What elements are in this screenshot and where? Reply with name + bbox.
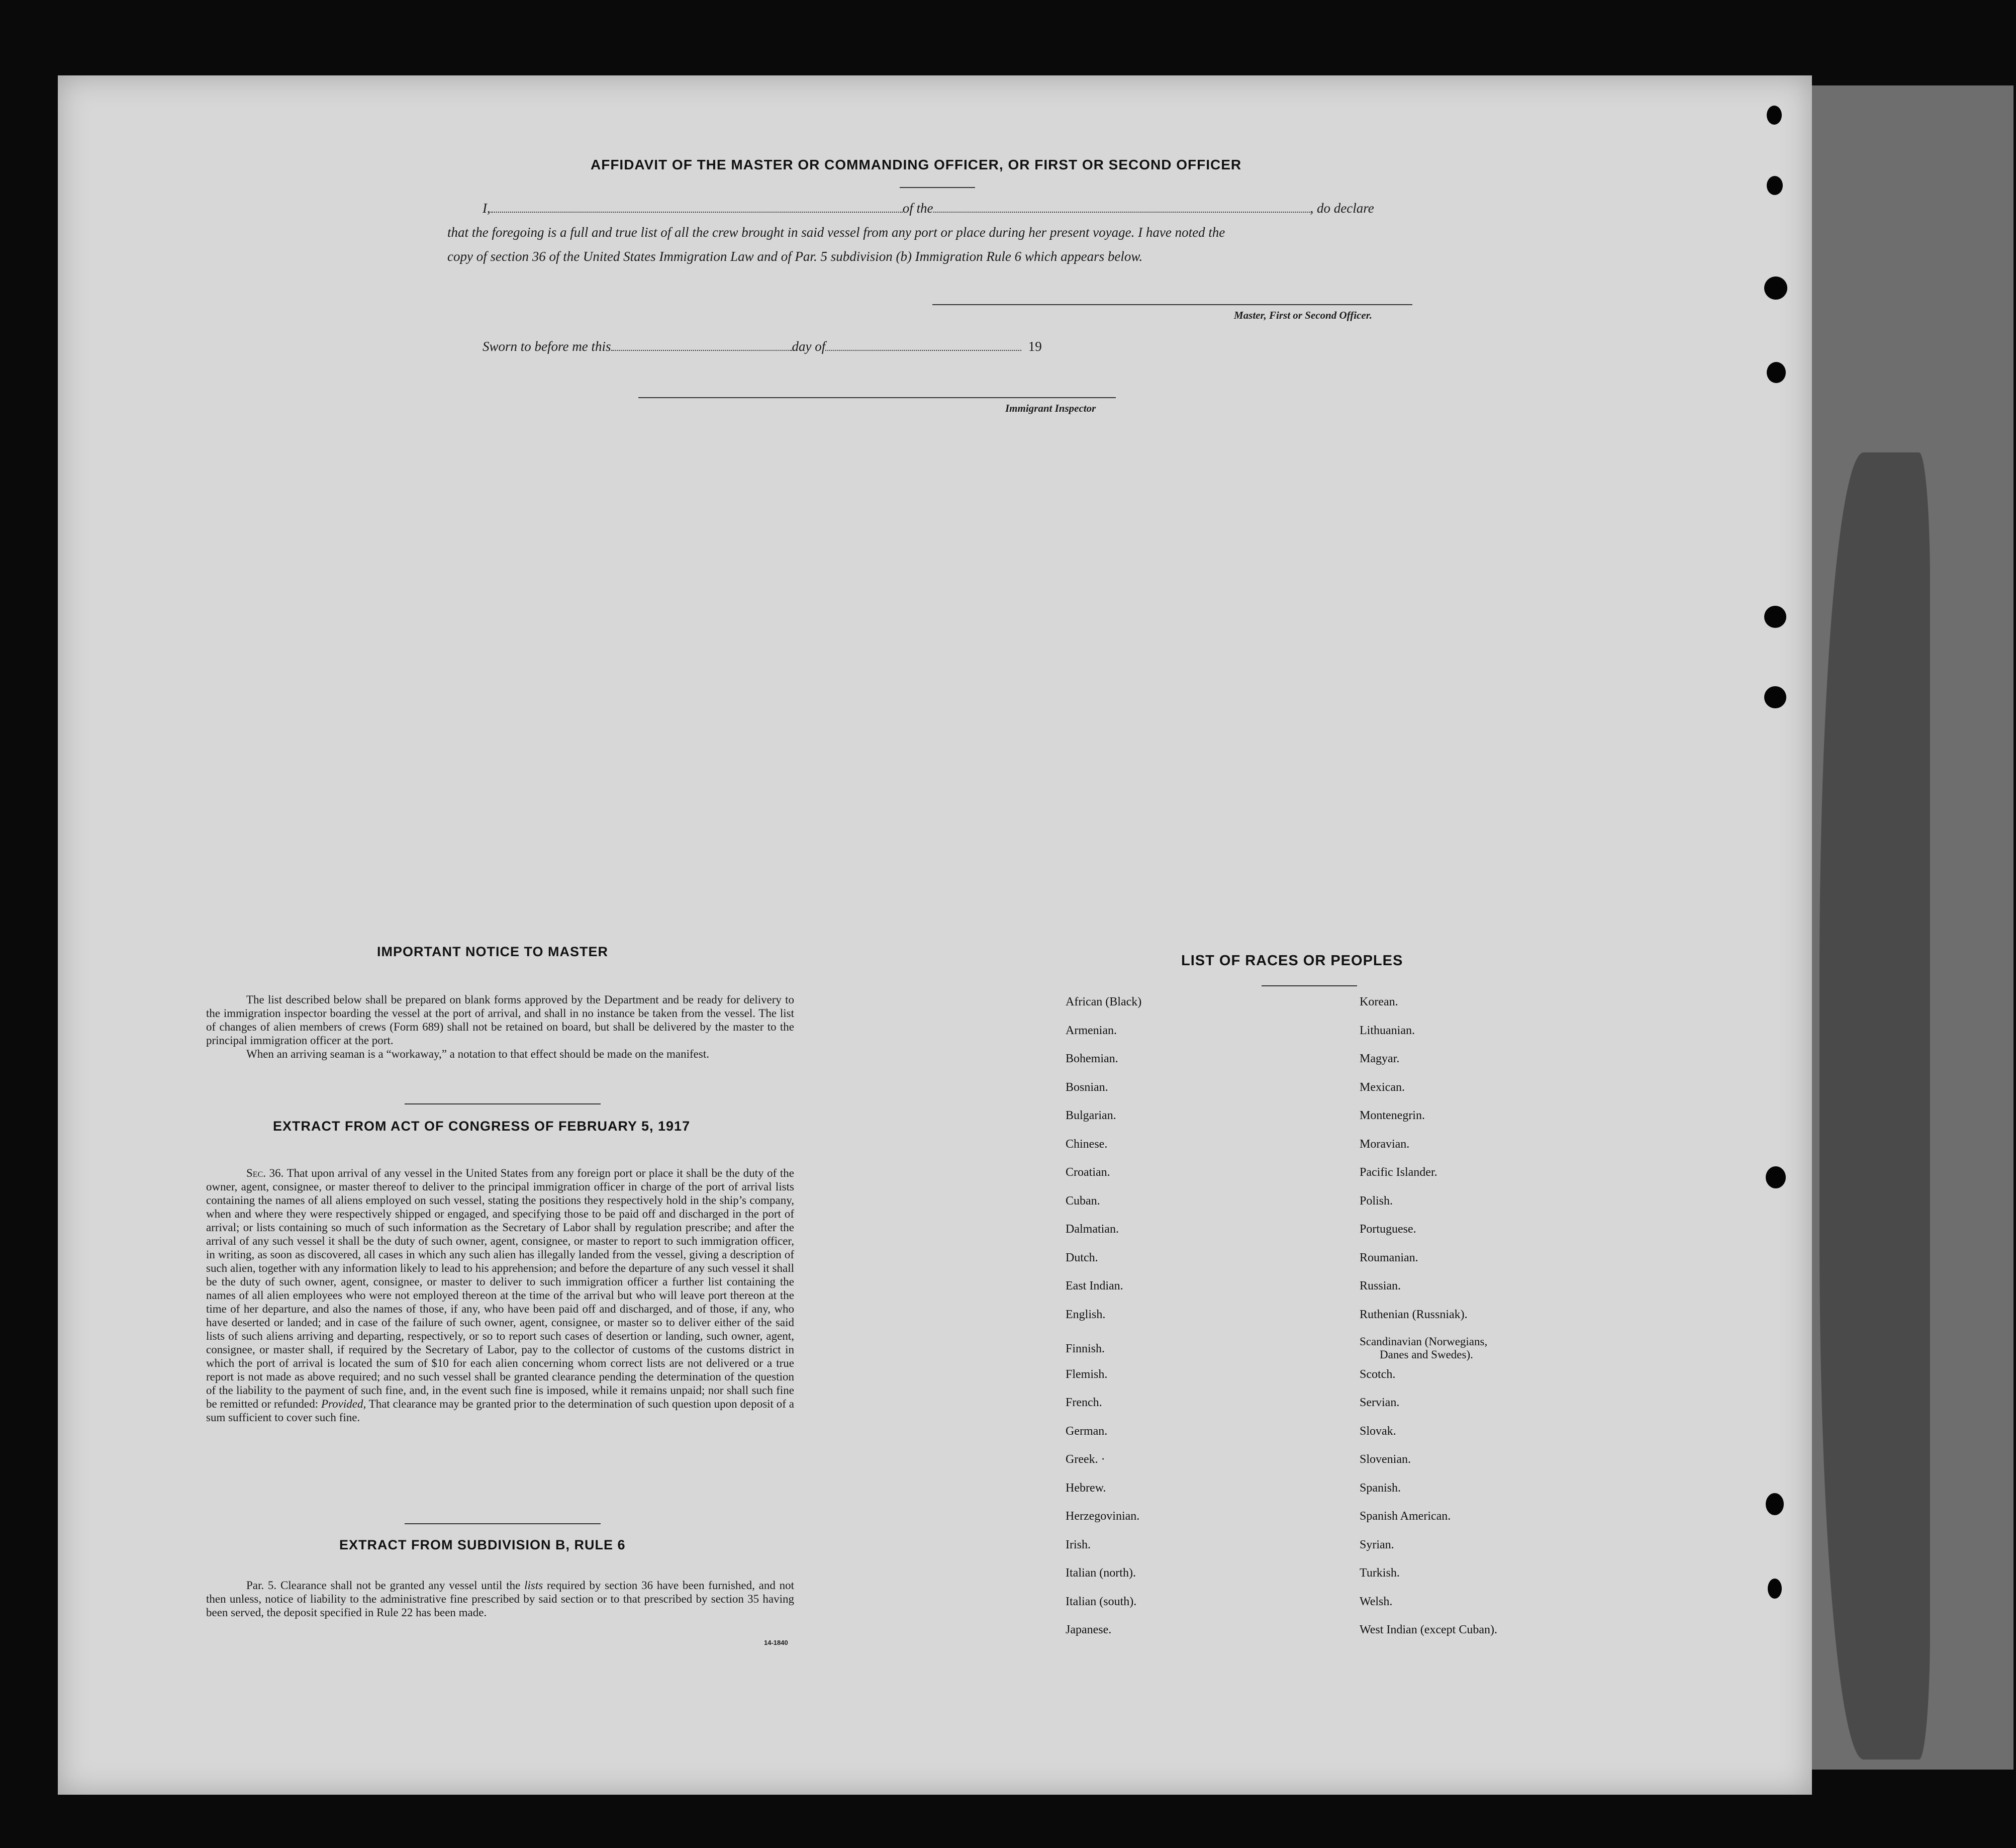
notice-paragraph-1: The list described below shall be prepared on blank forms approved by the Department and be ready for delivery to the immigration inspector boarding the vessel at the port of arrival, and shall in no instance be taken from the vessel. The list of changes of alien members of crews (Form 689) shall not be retained on board, but shall be delivered by the master to the principal immigration officer at the port. [206,993,794,1047]
race-item: Turkish. [1360,1566,1400,1580]
notice-title: IMPORTANT NOTICE TO MASTER [377,944,608,959]
vessel-name-blank[interactable] [933,212,1310,213]
race-item: Japanese. [1066,1623,1112,1636]
lists-word: lists [524,1579,543,1592]
race-item: German. [1066,1424,1108,1438]
race-item: Danes and Swedes). [1380,1348,1473,1361]
race-item: Armenian. [1066,1024,1117,1037]
inspector-signature-caption: Immigrant Inspector [1005,402,1096,414]
race-item: East Indian. [1066,1279,1123,1292]
race-item: Montenegrin. [1360,1109,1425,1122]
race-item: Syrian. [1360,1538,1394,1551]
notice-body [206,993,794,1061]
race-item: Spanish American. [1360,1510,1451,1523]
race-item: Moravian. [1360,1137,1410,1151]
provided-word: Provided, [321,1398,366,1410]
race-item: Greek. · [1066,1453,1105,1466]
race-item: Herzegovinian. [1066,1510,1140,1523]
binder-hole-icon [1768,1579,1782,1599]
race-item: Flemish. [1066,1367,1108,1381]
race-item: Italian (north). [1066,1566,1136,1580]
underlying-page-shadow [1819,452,1930,1760]
divider [900,187,975,188]
form-number: 14-1840 [764,1639,788,1646]
rule-extract-body [206,1579,794,1619]
affidavit-declare-label: , do declare [1310,201,1374,216]
officer-signature-line[interactable] [932,304,1412,305]
race-item: Croatian. [1066,1166,1110,1179]
race-item: Korean. [1360,995,1398,1008]
inspector-signature-line[interactable] [638,397,1116,398]
divider [405,1103,601,1104]
divider [1262,985,1357,986]
binder-hole-icon [1767,106,1782,125]
notice-paragraph-2: When an arriving seaman is a “workaway,” a notation to that effect should be made on the manifest. [246,1048,709,1060]
binder-hole-icon [1767,176,1783,195]
binder-hole-icon [1764,276,1787,300]
day-of-label: day of [792,339,826,354]
race-item: English. [1066,1308,1106,1321]
race-item: Chinese. [1066,1137,1108,1151]
race-item: Polish. [1360,1194,1393,1208]
affidavit-declaration-line [483,196,1488,220]
section-36-tail: That clearance may be granted prior to the determination of such question upon deposit of a sum sufficient to cover such fine. [206,1398,794,1424]
race-item: Pacific Islander. [1360,1166,1437,1179]
section-label: Sec. 36. [246,1167,284,1179]
race-item: Dutch. [1066,1251,1098,1264]
affidavit-of-the-label: of the [902,201,933,216]
divider [405,1523,601,1524]
race-item: Magyar. [1360,1052,1400,1065]
race-item: Russian. [1360,1279,1401,1292]
officer-signature-caption: Master, First or Second Officer. [1234,309,1372,321]
race-item: African (Black) [1066,995,1142,1008]
race-item: Scotch. [1360,1367,1396,1381]
race-item: Mexican. [1360,1080,1405,1094]
affidavit-i-label: I, [483,201,491,216]
affidavit-title: AFFIDAVIT OF THE MASTER OR COMMANDING OFFICER, OR FIRST OR SECOND OFFICER [591,157,1242,172]
act-extract-title: EXTRACT FROM ACT OF CONGRESS OF FEBRUARY 5, 1917 [273,1119,691,1134]
sworn-line [483,334,1042,358]
race-item: Cuban. [1066,1194,1100,1208]
race-item: Hebrew. [1066,1481,1106,1495]
binder-hole-icon [1766,1166,1786,1188]
race-item: Slovenian. [1360,1453,1411,1466]
affidavit-line-2: that the foregoing is a full and true list of all the crew brought in said vessel from any port or place during her present voyage. I have noted the [447,225,1225,240]
binder-hole-icon [1767,362,1786,383]
affidavit-line-3: copy of section 36 of the United States Immigration Law and of Par. 5 subdivision (b) Immigration Rule 6 which appears below. [447,249,1143,264]
race-item: Bulgarian. [1066,1109,1116,1122]
document-page [58,75,1812,1795]
race-item: Welsh. [1360,1595,1393,1608]
rule-text-b: required by section 36 have been furnished, and not then unless, notice of liability to the administrative fine prescribed by said section or to that prescribed by section 35 having been served, the deposit specified in Rule 22 has been made. [206,1579,795,1619]
sworn-label: Sworn to before me this [483,339,611,354]
race-item: Dalmatian. [1066,1223,1119,1236]
race-item: Scandinavian (Norwegians, [1360,1335,1488,1348]
race-item: Portuguese. [1360,1223,1416,1236]
race-item: Slovak. [1360,1424,1396,1438]
binder-hole-icon [1766,1493,1784,1515]
race-item: Ruthenian (Russniak). [1360,1308,1468,1321]
race-item: Lithuanian. [1360,1024,1415,1037]
race-item: Spanish. [1360,1481,1401,1495]
section-36-text: That upon arrival of any vessel in the United States from any foreign port or place it shall be the duty of the owner, agent, consignee, or master thereof to deliver to the principal immigration officer in charge of the port of arrival lists containing the names of all aliens employed on such vessel, stating the positions they respectively hold in the ship’s company, when and where they were respectively shipped or engaged, and specifying those to be paid off and discharged in the port of arrival; or lists containing so much of such information as the Secretary of Labor shall by regulation prescribe; and after the arrival of any such vessel it shall be the duty of such owner, agent, consignee, or master to report to such immigration officer, in writing, as soon as discovered, all cases in which any such alien has illegally landed from the vessel, giving a description of such alien, together with any information likely to lead to his apprehension; and before the departure of any such vessel it shall be the duty of such owner, agent, consignee, or master to deliver to such immigration officer a further list containing the names of all alien employees who were not employed thereon at the time of the arrival but who will leave port thereon at the time of her departure, and also the names of those, if any, who have been paid off and discharged, and of those, if any, who have deserted or landed; and in case of the failure of such owner, agent, consignee, or master so to deliver either of the said lists of such aliens arriving and departing, respectively, or so to report such cases of desertion or landing, such owner, agent, consignee, or master shall, if required by the Secretary of Labor, pay to the collector of customs of the customs district in which the port of arrival is located the sum of $10 for each alien concerning whom correct lists are not delivered or a true report is not made as above required; and no such vessel shall be granted clearance pending the determination of the question of the liability to the payment of such fine, and, in the event such fine is imposed, while it remains unpaid; nor shall such fine be remitted or refunded: [206,1167,794,1410]
act-extract-body [206,1166,794,1424]
sworn-month-blank[interactable] [825,350,1021,351]
binder-hole-icon [1764,606,1786,628]
bleed-through-mark [1591,427,1599,442]
race-item: Irish. [1066,1538,1091,1551]
officer-name-blank[interactable] [491,212,903,213]
race-item: Bosnian. [1066,1080,1108,1094]
race-item: West Indian (except Cuban). [1360,1623,1497,1636]
race-item: Roumanian. [1360,1251,1418,1264]
year-prefix: 19 [1028,339,1042,354]
race-item: Servian. [1360,1396,1400,1409]
race-item: Italian (south). [1066,1595,1137,1608]
race-item: French. [1066,1396,1102,1409]
binder-hole-icon [1764,686,1786,708]
race-item: Bohemian. [1066,1052,1118,1065]
rule-extract-title: EXTRACT FROM SUBDIVISION B, RULE 6 [339,1537,626,1552]
races-title: LIST OF RACES OR PEOPLES [1181,953,1403,969]
rule-text-a: Par. 5. Clearance shall not be granted any vessel until the [246,1579,521,1592]
sworn-day-blank[interactable] [611,350,792,351]
race-item: Finnish. [1066,1342,1105,1355]
